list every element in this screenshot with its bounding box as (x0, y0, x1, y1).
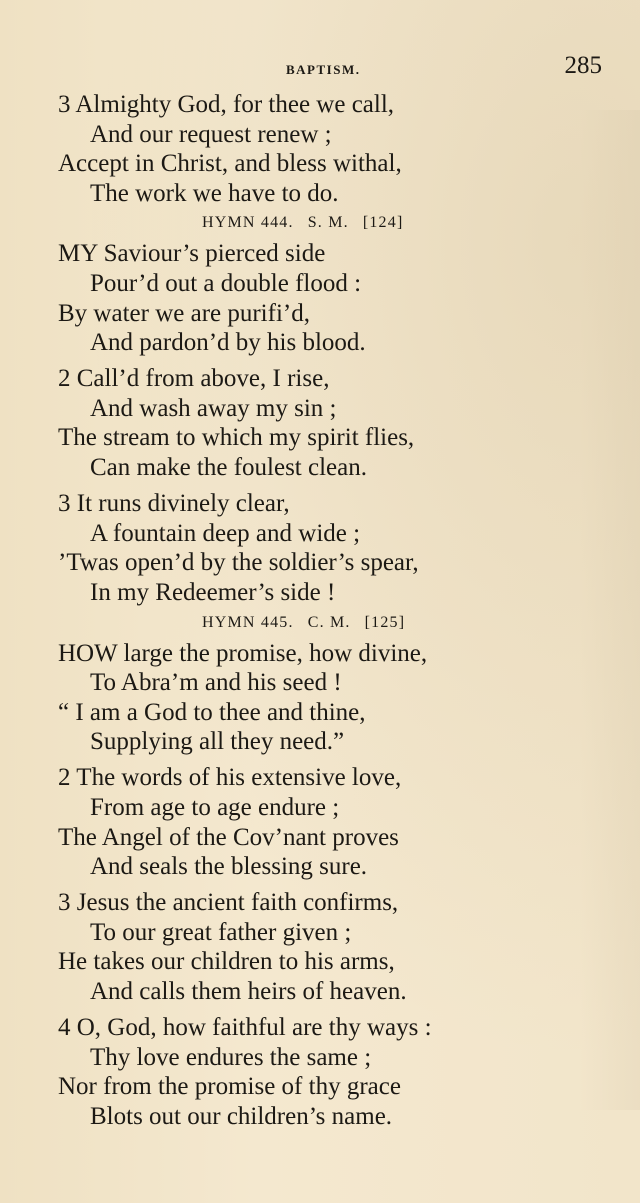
verse-line: Nor from the promise of thy grace (58, 1073, 401, 1101)
stanza (58, 1013, 528, 1131)
hymn-tune-number: [124] (362, 214, 404, 232)
verse-line: The stream to which my spirit flies, (58, 424, 415, 452)
hymn-number: HYMN 444. (202, 214, 294, 232)
stanza (58, 639, 528, 757)
verse-line: To Abra’m and his seed ! (90, 669, 342, 697)
verse-line: And pardon’d by his blood. (90, 329, 366, 357)
stanza (58, 239, 528, 357)
verse-line: Accept in Christ, and bless withal, (58, 150, 402, 178)
page-number: 285 (564, 52, 602, 79)
verse-line: And seals the blessing sure. (90, 853, 368, 881)
stanza (58, 90, 528, 208)
stanza (58, 763, 528, 881)
verse-line: To our great father given ; (90, 918, 352, 946)
verse-line: From age to age endure ; (90, 793, 340, 821)
verse-line: And wash away my sin ; (90, 394, 337, 422)
verse-line: A fountain deep and wide ; (90, 519, 361, 547)
verse-line: HOW large the promise, how divine, (58, 639, 428, 667)
verse-line: 2 Call’d from above, I rise, (58, 365, 330, 393)
hymn-meter: C. M. (307, 613, 351, 631)
verse-line: Supplying all they need.” (90, 728, 345, 756)
stanza (58, 888, 528, 1006)
verse-line: 3 It runs divinely clear, (58, 490, 290, 518)
verse-line: ’Twas open’d by the soldier’s spear, (58, 549, 419, 577)
verse-line: Blots out our children’s name. (90, 1102, 393, 1130)
stanza (58, 364, 528, 482)
verse-line: 3 Almighty God, for thee we call, (58, 91, 395, 118)
stanza (58, 489, 528, 607)
verse-line: The work we have to do. (90, 179, 339, 207)
verse-line: By water we are purifi’d, (58, 299, 310, 327)
running-title: BAPTISM. (286, 62, 361, 77)
verse-line: The Angel of the Cov’nant proves (58, 823, 399, 851)
hymn-heading (202, 211, 528, 235)
verse-line: Thy love endures the same ; (90, 1043, 372, 1071)
verse-line: 4 O, God, how faithful are thy ways : (58, 1014, 432, 1042)
verse-line: 3 Jesus the ancient faith confirms, (58, 889, 399, 917)
verse-line: MY Saviour’s pierced side (58, 240, 326, 268)
verse-line: Pour’d out a double flood : (90, 269, 362, 297)
hymn-text (58, 90, 528, 1132)
verse-line: And calls them heirs of heaven. (90, 978, 407, 1006)
verse-line: He takes our children to his arms, (58, 948, 395, 976)
bleed-through-shadow (580, 110, 640, 1110)
hymn-meter: S. M. (307, 214, 349, 232)
page-header (0, 52, 640, 82)
hymn-tune-number: [125] (364, 613, 406, 631)
verse-line: In my Redeemer’s side ! (90, 578, 336, 606)
verse-line: And our request renew ; (90, 120, 332, 148)
hymn-heading (202, 611, 528, 635)
verse-line: Can make the foulest clean. (90, 454, 367, 482)
verse-line: 2 The words of his extensive love, (58, 764, 402, 792)
hymn-number: HYMN 445. (202, 613, 294, 631)
verse-line: “ I am a God to thee and thine, (58, 698, 366, 726)
